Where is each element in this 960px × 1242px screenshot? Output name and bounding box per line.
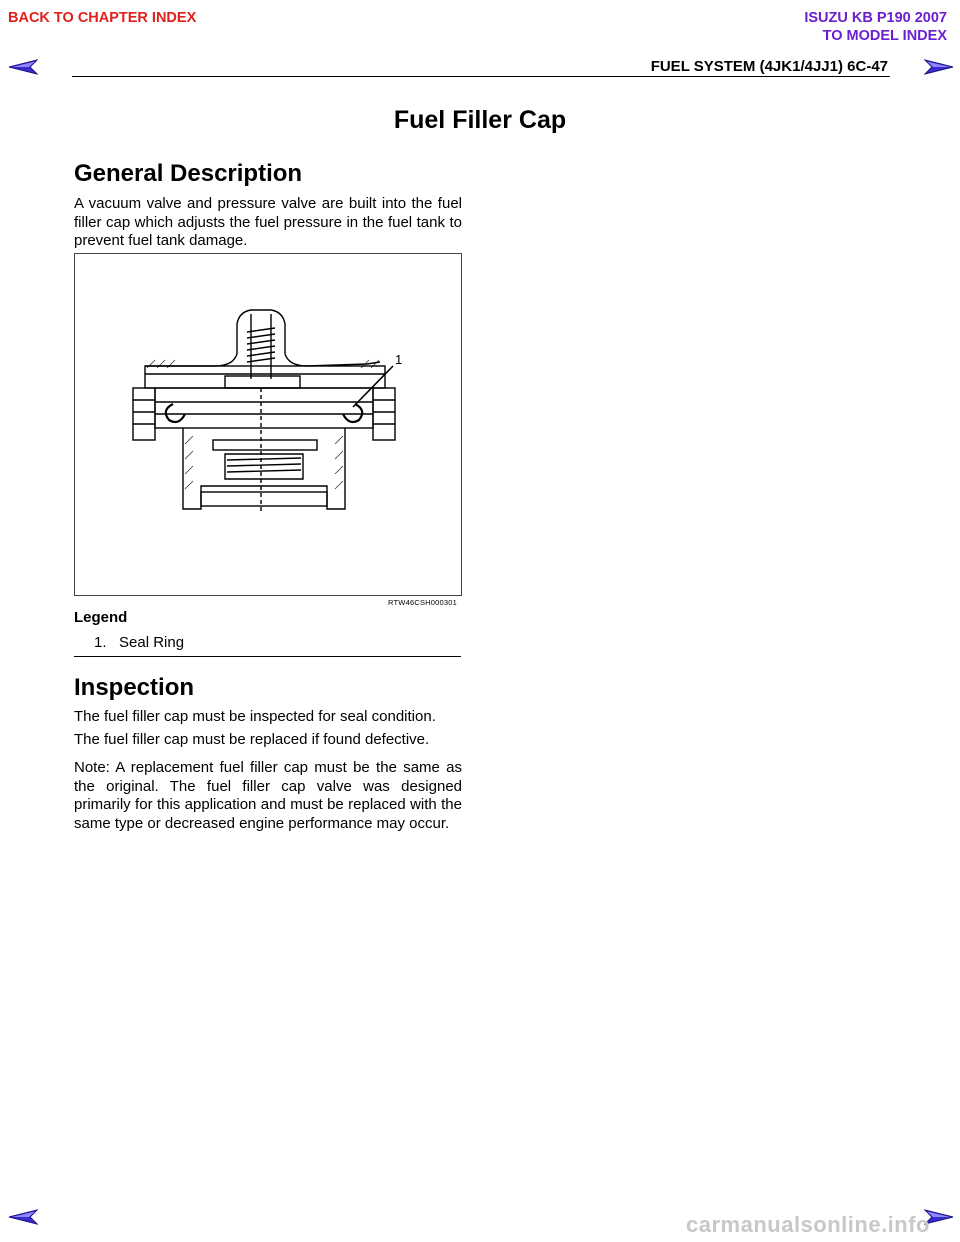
previous-page-arrow-icon[interactable] [8, 58, 38, 76]
bottom-previous-arrow-icon[interactable] [8, 1208, 38, 1226]
figure-callout-1: 1 [395, 352, 403, 367]
fuel-filler-cap-figure [74, 253, 462, 596]
running-header: FUEL SYSTEM (4JK1/4JJ1) 6C-47 [650, 58, 888, 75]
general-description-text: A vacuum valve and pressure valve are built into the fuel filler cap which adjusts the fuel pressure in the fuel tank to prevent fuel tank damage. [74, 195, 462, 250]
to-model-index-link[interactable]: TO MODEL INDEX [822, 28, 947, 44]
general-description-heading: General Description [74, 160, 303, 187]
figure-code: RTW46CSH000301 [388, 598, 457, 607]
section-divider [74, 656, 461, 657]
legend-item: 1. Seal Ring [94, 634, 185, 651]
fuel-filler-cap-illustration [75, 254, 461, 595]
header-rule [72, 76, 890, 77]
page-title: Fuel Filler Cap [393, 106, 567, 134]
next-page-arrow-icon[interactable] [924, 58, 954, 76]
watermark: carmanualsonline.info [686, 1212, 930, 1237]
model-title-link[interactable]: ISUZU KB P190 2007 [804, 10, 947, 26]
inspection-note: Note: A replacement fuel filler cap must be the same as the original. The fuel filler cap valve was designed primarily for this application and must be replaced with the same type or decreased engine performance may occur. [74, 759, 462, 833]
back-to-chapter-index-link[interactable]: BACK TO CHAPTER INDEX [8, 10, 197, 26]
inspection-line-2: The fuel filler cap must be replaced if found defective. [74, 731, 430, 748]
inspection-heading: Inspection [74, 674, 195, 701]
inspection-line-1: The fuel filler cap must be inspected for seal condition. [74, 708, 436, 725]
legend-heading: Legend [74, 609, 128, 626]
